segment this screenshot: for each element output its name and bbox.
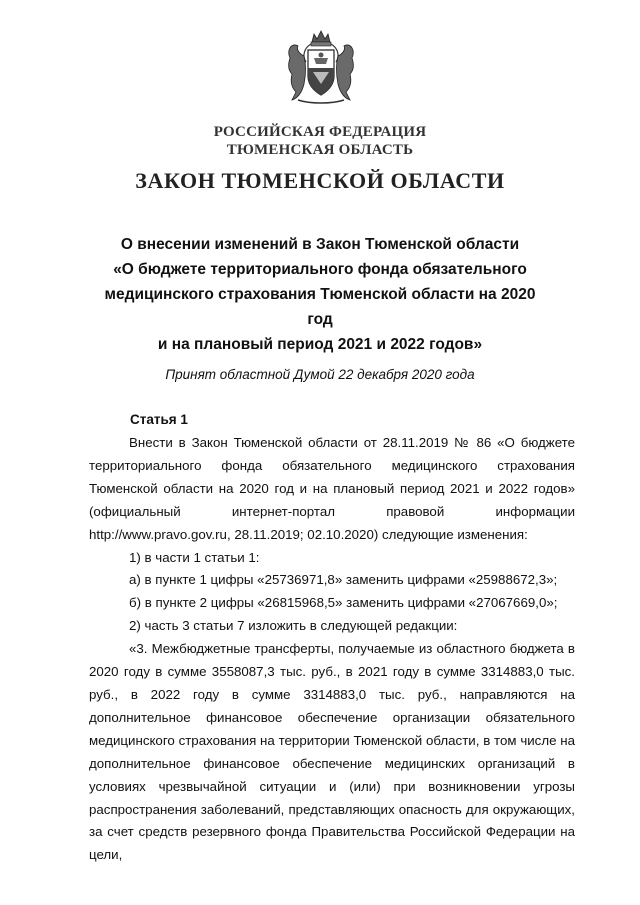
document-title-line: и на плановый период 2021 и 2022 годов» [157,336,483,353]
document-title [90,232,550,357]
country-name: РОССИЙСКАЯ ФЕДЕРАЦИЯ [213,124,427,140]
article-paragraph: 2) часть 3 статьи 7 изложить в следующей редакции: [129,618,458,634]
coat-of-arms-icon [280,28,362,110]
article-paragraph: «3. Межбюджетные трансферты, получаемые из областного бюджета в 2020 году в сумме 3558087,3 тыс. руб., в 2021 году в сумме 3314883,0 тыс. руб., в 2022 году в сумме 3314883,0 тыс. руб., направляются на дополнительное финансовое обеспечение организации обязательного медицинского страхования на территории Тюменской области, в том числе на дополнительное финансовое обеспечение медицинских организаций в условиях чрезвычайной ситуации и (или) при возникновении угрозы распространения заболеваний, представляющих опасность для окружающих, за счет средств резервного фонда Правительства Российской Федерации на цели, [89,641,575,863]
article-heading: Статья 1 [130,412,188,427]
article-paragraph: б) в пункте 2 цифры «26815968,5» заменить цифрами «27067669,0»; [129,595,558,611]
document-title-line: О внесении изменений в Закон Тюменской области [120,236,520,253]
article-paragraph: 1) в части 1 статьи 1: [129,549,260,565]
document-title-line: «О бюджете территориального фонда обязательного [113,261,527,278]
law-title: ЗАКОН ТЮМЕНСКОЙ ОБЛАСТИ [135,168,505,193]
adoption-note: Принят областной Думой 22 декабря 2020 года [165,367,475,382]
region-name: ТЮМЕНСКАЯ ОБЛАСТЬ [226,142,414,158]
article-body [89,432,575,867]
document-title-line: медицинского страхования Тюменской области на 2020 год [104,286,536,328]
article-paragraph: а) в пункте 1 цифры «25736971,8» заменить цифрами «25988672,3»; [129,572,558,588]
article-paragraph: Внести в Закон Тюменской области от 28.11.2019 № 86 «О бюджете территориального фонда обязательного медицинского страхования Тюменской области на 2020 год и на плановый период 2021 и 2022 годов» (официальный интернет-портал правовой информации http://www.pravo.gov.ru, 28.11.2019; 02.10.2020) следующие изменения: [89,435,575,542]
